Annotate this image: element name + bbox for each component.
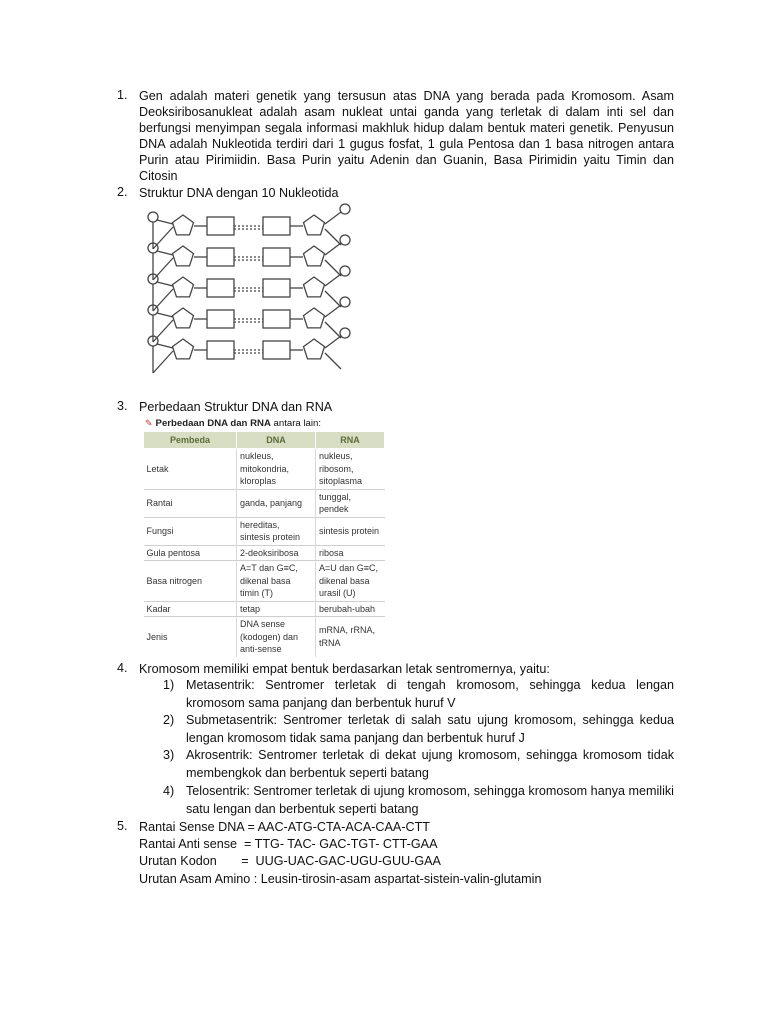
sugar-pentagon xyxy=(173,277,194,297)
backbone-bond xyxy=(325,305,341,317)
item-2-text: Struktur DNA dengan 10 Nukleotida xyxy=(139,186,339,200)
table-title-bold: Perbedaan DNA dan RNA xyxy=(155,418,271,429)
header-pembeda: Pembeda xyxy=(144,432,237,449)
cell-dna: tetap xyxy=(237,601,316,617)
sugar-pentagon xyxy=(304,308,325,328)
item-5-number: 5. xyxy=(117,819,128,833)
antisense-line: Rantai Anti sense = TTG- TAC- GAC-TGT- CTT-GAA xyxy=(139,837,438,851)
sugar-pentagon xyxy=(304,339,325,359)
subitem-3-text: Akrosentrik: Sentromer terletak di dekat ujung kromosom, sehingga kromosom tidak membengkok dan berbentuk seperti batang xyxy=(186,748,674,780)
sense-dna-line: Rantai Sense DNA = AAC-ATG-CTA-ACA-CAA-CTT xyxy=(139,820,431,834)
cell-dna: ganda, panjang xyxy=(237,489,316,517)
comparison-table xyxy=(143,431,385,657)
base-rect xyxy=(207,217,234,235)
backbone-bond xyxy=(157,220,173,224)
codon-line: Urutan Kodon = UUG-UAC-GAC-UGU-GUU-GAA xyxy=(139,854,441,868)
sugar-pentagon xyxy=(173,339,194,359)
table-row xyxy=(144,617,385,657)
cell-rna: sintesis protein xyxy=(316,517,385,545)
backbone-bond xyxy=(153,320,173,342)
cell-criterion: Jenis xyxy=(144,617,237,657)
cell-rna: tunggal, pendek xyxy=(316,489,385,517)
phosphate-circle xyxy=(340,204,350,214)
table-row xyxy=(144,601,385,617)
backbone-bond xyxy=(325,291,341,307)
phosphate-circle xyxy=(340,328,350,338)
table-row xyxy=(144,561,385,602)
sugar-pentagon xyxy=(304,246,325,266)
table-row xyxy=(144,517,385,545)
sugar-pentagon xyxy=(173,215,194,235)
cell-dna: DNA sense (kodogen) dan anti-sense xyxy=(237,617,316,657)
table-row xyxy=(144,489,385,517)
base-rect xyxy=(263,279,290,297)
base-rect xyxy=(263,310,290,328)
item-4-text: Kromosom memiliki empat bentuk berdasarkan letak sentromernya, yaitu: xyxy=(139,662,550,676)
header-rna: RNA xyxy=(316,432,385,449)
subitem-4-text: Telosentrik: Sentromer terletak di ujung kromosom, sehingga kromosom hanya memiliki satu lengan dan berbentuk seperti batang xyxy=(186,784,674,816)
backbone-bond xyxy=(325,336,341,348)
backbone-bond xyxy=(157,282,173,286)
cell-dna: A=T dan G≡C, dikenal basa timin (T) xyxy=(237,561,316,602)
cell-criterion: Letak xyxy=(144,449,237,490)
sugar-pentagon xyxy=(173,246,194,266)
backbone-bond xyxy=(153,351,173,373)
sugar-pentagon xyxy=(304,277,325,297)
backbone-bond xyxy=(157,344,173,348)
dna-structure-diagram xyxy=(143,203,358,378)
cell-dna: nukleus, mitokondria, kloroplas xyxy=(237,449,316,490)
subitem-1-number: 1) xyxy=(163,678,175,692)
sugar-pentagon xyxy=(173,308,194,328)
pencil-icon: ✎ xyxy=(145,418,153,428)
item-3-number: 3. xyxy=(117,399,128,413)
sugar-pentagon xyxy=(304,215,325,235)
item-3-text: Perbedaan Struktur DNA dan RNA xyxy=(139,400,333,414)
subitem-1-text: Metasentrik: Sentromer terletak di tengah kromosom, sehingga kedua lengan kromosom sama panjang dan berbentuk huruf V xyxy=(186,678,674,710)
backbone-bond xyxy=(157,251,173,255)
item-1-number: 1. xyxy=(117,88,128,102)
backbone-bond xyxy=(153,258,173,280)
backbone-bond xyxy=(153,227,173,249)
cell-dna: 2-deoksiribosa xyxy=(237,545,316,561)
base-rect xyxy=(207,248,234,266)
base-rect xyxy=(263,341,290,359)
backbone-bond xyxy=(325,212,341,224)
item-4-number: 4. xyxy=(117,661,128,675)
phosphate-circle xyxy=(340,266,350,276)
phosphate-circle xyxy=(148,212,158,222)
dna-rna-comparison xyxy=(143,415,388,657)
backbone-bond xyxy=(153,289,173,311)
subitem-2-text: Submetasentrik: Sentromer terletak di salah satu ujung kromosom, sehingga kedua lengan kromosom tidak sama panjang dan berbentuk huruf J xyxy=(186,713,674,745)
subitem-4-number: 4) xyxy=(163,784,175,798)
cell-criterion: Basa nitrogen xyxy=(144,561,237,602)
cell-criterion: Gula pentosa xyxy=(144,545,237,561)
backbone-bond xyxy=(325,322,341,338)
header-dna: DNA xyxy=(237,432,316,449)
cell-rna: nukleus, ribosom, sitoplasma xyxy=(316,449,385,490)
backbone-bond xyxy=(157,313,173,317)
cell-criterion: Kadar xyxy=(144,601,237,617)
cell-criterion: Fungsi xyxy=(144,517,237,545)
table-title-rest: antara lain: xyxy=(270,418,322,429)
cell-rna: A=U dan G≡C, dikenal basa urasil (U) xyxy=(316,561,385,602)
base-rect xyxy=(263,217,290,235)
phosphate-circle xyxy=(340,235,350,245)
item-2-number: 2. xyxy=(117,185,128,199)
backbone-bond xyxy=(325,353,341,369)
amino-acid-line: Urutan Asam Amino : Leusin-tirosin-asam aspartat-sistein-valin-glutamin xyxy=(139,872,542,886)
base-rect xyxy=(207,341,234,359)
phosphate-circle xyxy=(340,297,350,307)
backbone-bond xyxy=(325,229,341,245)
backbone-bond xyxy=(325,260,341,276)
cell-rna: mRNA, rRNA, tRNA xyxy=(316,617,385,657)
item-1-text: Gen adalah materi genetik yang tersusun atas DNA yang berada pada Kromosom. Asam Deoksiribosanukleat adalah asam nukleat untai ganda yang terletak di dalam inti sel dan berfungsi menyimpan segala informasi makhluk hidup dalam bentuk materi genetik. Penyusun DNA adalah Nukleotida terdiri dari 1 gugus fosfat, 1 gula Pentosa dan 1 basa nitrogen antara Purin atau Pirimiidin. Basa Purin yaitu Adenin dan Guanin, Basa Pirimidin yaitu Timin dan Citosin xyxy=(139,89,674,184)
backbone-bond xyxy=(325,274,341,286)
table-row xyxy=(144,545,385,561)
table-row xyxy=(144,449,385,490)
cell-rna: berubah-ubah xyxy=(316,601,385,617)
subitem-3-number: 3) xyxy=(163,748,175,762)
base-rect xyxy=(263,248,290,266)
subitem-2-number: 2) xyxy=(163,713,175,727)
cell-criterion: Rantai xyxy=(144,489,237,517)
base-rect xyxy=(207,279,234,297)
base-rect xyxy=(207,310,234,328)
cell-rna: ribosa xyxy=(316,545,385,561)
backbone-bond xyxy=(325,243,341,255)
table-title xyxy=(143,415,388,431)
cell-dna: hereditas, sintesis protein xyxy=(237,517,316,545)
